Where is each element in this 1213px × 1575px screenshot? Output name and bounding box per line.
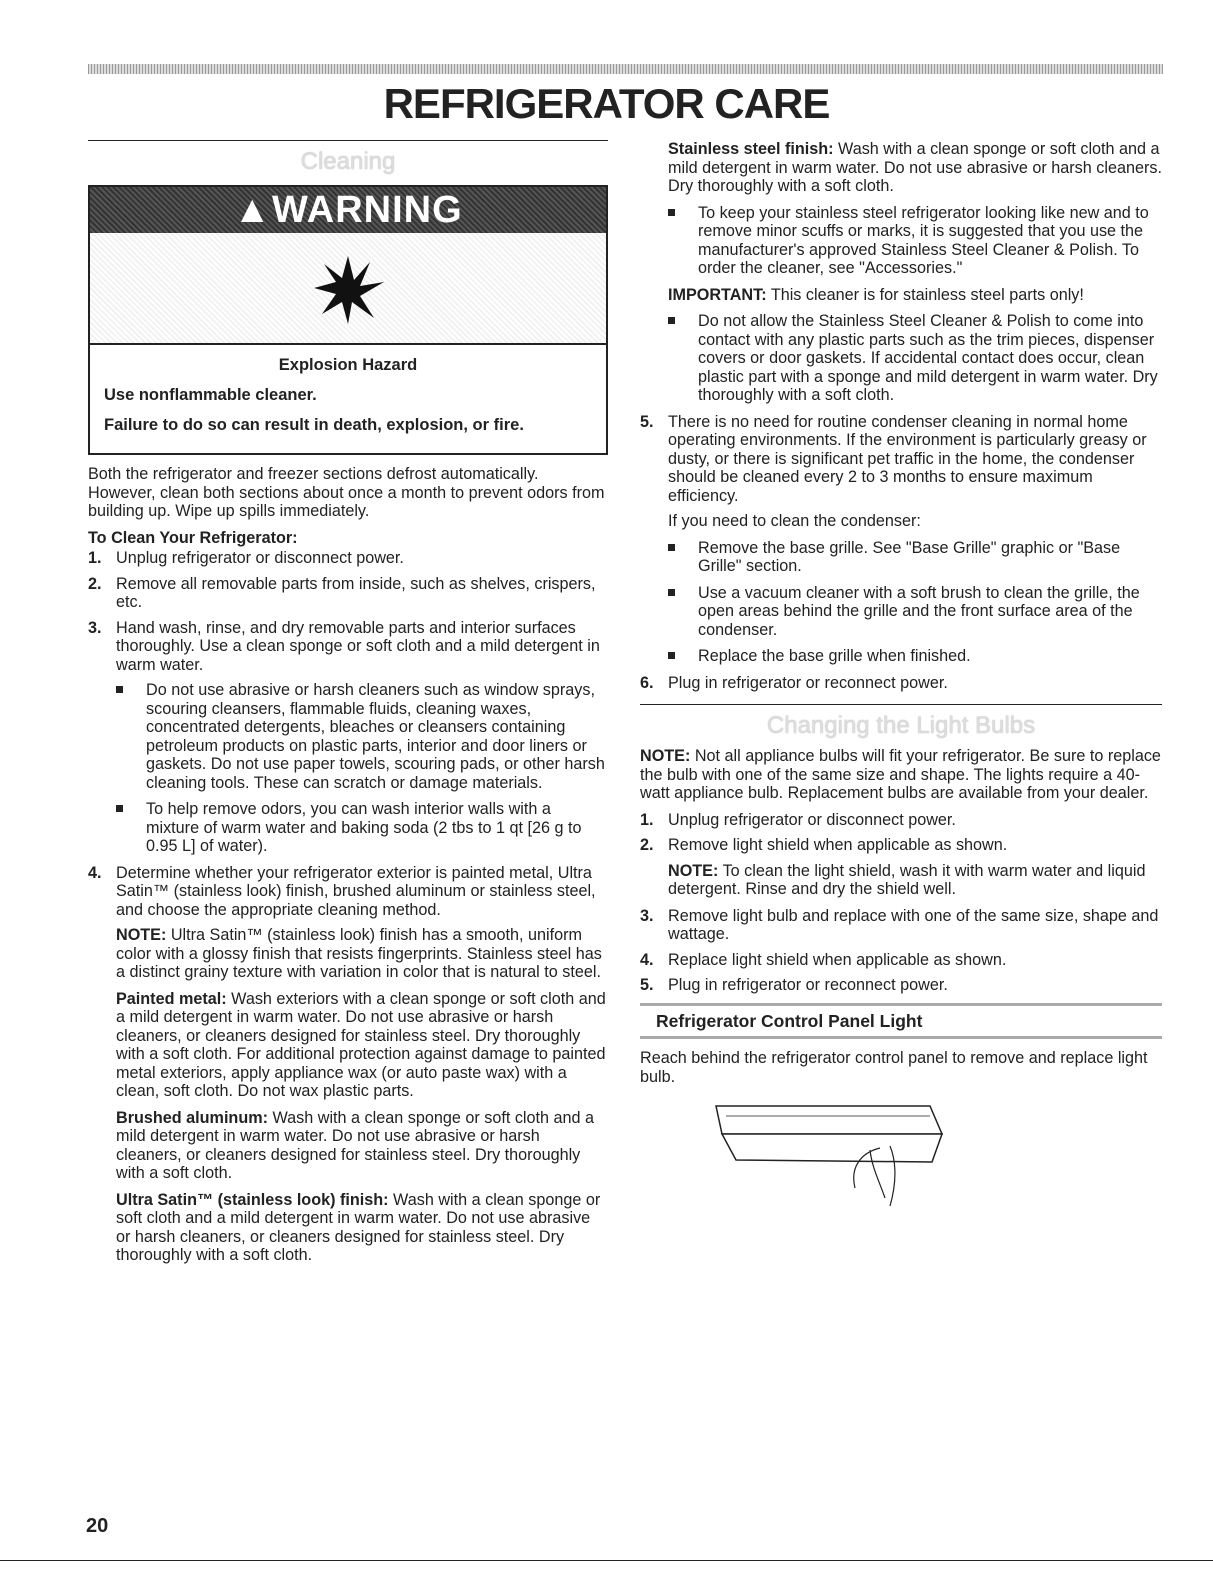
bulb-step-1: 1. Unplug refrigerator or disconnect power. xyxy=(640,810,956,829)
hazard-title: Explosion Hazard xyxy=(278,356,418,374)
bullet-icon xyxy=(668,589,675,596)
section-rule xyxy=(640,704,1162,705)
bullet-icon xyxy=(116,805,123,812)
page-number: 20 xyxy=(86,1515,109,1537)
bullet-icon xyxy=(668,652,675,659)
bulbs-note: NOTE: Not all appliance bulbs will fit your refrigerator. Be sure to replace the bulb with one of the same size and shape. The lights require a 40-watt appliance bulb. Replacement bulbs are available from your dealer. xyxy=(640,747,1161,802)
step-3-bullet-2: To help remove odors, you can wash interior walls with a mixture of warm water and baking soda (2 tbs to 1 qt [26 g to 0.95 L] of water). xyxy=(88,800,608,856)
step-3: 3. Hand wash, rinse, and dry removable parts and interior surfaces thoroughly. Use a clean sponge or soft cloth and a mild detergent in warm water. xyxy=(88,618,600,674)
page-title: REFRIGERATOR CARE xyxy=(383,80,830,127)
ultra-satin-paragraph: Ultra Satin™ (stainless look) finish: Wash with a clean sponge or soft cloth and a mild detergent in warm water. Do not use abrasive or harsh cleaners, or cleaners designed for stainless steel. Dry thoroughly with a soft cloth. xyxy=(116,1190,601,1264)
warning-box xyxy=(88,185,608,455)
step-3-bullet-1: Do not use abrasive or harsh cleaners such as window sprays, scouring cleansers, flammable fluids, cleaning waxes, concentrated detergents, bleaches or cleansers containing petroleum products on plastic parts, interior and door liners or gaskets. Do not use paper towels, scouring pads, or other harsh cleaning tools. These can scratch or damage materials. xyxy=(88,681,608,792)
explosion-icon-area xyxy=(90,233,606,345)
step-6: 6. Plug in refrigerator or reconnect power. xyxy=(640,673,948,692)
warning-label: WARNING xyxy=(271,189,463,231)
brushed-aluminum-paragraph: Brushed aluminum: Wash with a clean sponge or soft cloth and a mild detergent in warm water. Do not use abrasive or harsh cleaners, or cleaners designed for stainless steel. Dry thoroughly with a soft cloth. xyxy=(116,1108,595,1182)
condenser-intro: If you need to clean the condenser: xyxy=(668,512,921,530)
stainless-bullet: To keep your stainless steel refrigerator looking like new and to remove minor scuffs or marks, it is suggested that you use the manufacturer's approved Stainless Steel Cleaner & Polish. To order the cleaner, see "Accessories." xyxy=(640,204,1162,278)
bullet-icon xyxy=(116,686,123,693)
light-shield-illustration xyxy=(680,1098,1162,1223)
shield-note: NOTE: To clean the light shield, wash it with warm water and liquid detergent. Rinse and dry the shield well. xyxy=(668,861,1146,898)
warning-triangle-icon: ▲ xyxy=(233,189,272,231)
important-bullet: Do not allow the Stainless Steel Cleaner & Polish to come into contact with any plastic parts such as the trim pieces, dispenser covers or door gaskets. If accidental contact does occur, clean plastic part with a sponge and mild detergent in warm water. Dry thoroughly with a soft cloth. xyxy=(640,312,1162,405)
bulb-step-4: 4. Replace light shield when applicable as shown. xyxy=(640,950,1007,969)
light-shield-icon xyxy=(680,1098,980,1218)
light-bulbs-heading: Changing the Light Bulbs xyxy=(766,712,1036,739)
control-panel-light-heading: Refrigerator Control Panel Light xyxy=(640,1003,1162,1040)
top-decorative-bar xyxy=(88,64,1163,74)
stainless-paragraph: Stainless steel finish: Wash with a clean sponge or soft cloth and a mild detergent in warm water. Do not use abrasive or harsh cleaners. Dry thoroughly with a soft cloth. xyxy=(668,140,1162,195)
warning-line-2: Failure to do so can result in death, explosion, or fire. xyxy=(104,416,524,434)
finish-note: NOTE: Ultra Satin™ (stainless look) finish has a smooth, uniform color with a glossy finish that resists fingerprints. Stainless steel has a distinct grainy texture with variation in color that is natural to steel. xyxy=(116,926,602,981)
bullet-icon xyxy=(668,544,675,551)
condenser-bullet-2: Use a vacuum cleaner with a soft brush to clean the grille, the open areas behind the grille and the front surface area of the condenser. xyxy=(640,584,1162,640)
step-4: 4. Determine whether your refrigerator exterior is painted metal, Ultra Satin™ (stainless look) finish, brushed aluminum or stainless steel, and choose the appropriate cleaning method. xyxy=(88,863,596,919)
bulb-step-2: 2. Remove light shield when applicable as shown. xyxy=(640,836,1008,854)
bullet-icon xyxy=(668,317,675,324)
explosion-icon xyxy=(308,248,388,328)
left-column xyxy=(88,140,608,1273)
step-2: 2. Remove all removable parts from inside, such as shelves, crispers, etc. xyxy=(88,574,596,611)
step-1: 1. Unplug refrigerator or disconnect power. xyxy=(88,549,404,567)
condenser-bullet-1: Remove the base grille. See "Base Grille" graphic or "Base Grille" section. xyxy=(640,539,1162,576)
warning-banner xyxy=(90,187,606,233)
control-panel-text: Reach behind the refrigerator control panel to remove and replace light bulb. xyxy=(640,1049,1148,1086)
warning-line-1: Use nonflammable cleaner. xyxy=(104,386,317,404)
right-column xyxy=(640,140,1162,1223)
bullet-icon xyxy=(668,209,675,216)
cleaning-heading: Cleaning xyxy=(300,148,396,175)
bulb-step-3: 3. Remove light bulb and replace with one of the same size, shape and wattage. xyxy=(640,906,1159,943)
condenser-bullet-3: Replace the base grille when finished. xyxy=(640,647,1162,666)
section-rule xyxy=(88,140,608,141)
step-5: 5. There is no need for routine condenser cleaning in normal home operating environments. If the environment is particularly greasy or dusty, or there is significant pet traffic in the home, the condenser should be cleaned every 2 to 3 months to ensure maximum efficiency. xyxy=(640,412,1147,505)
painted-metal-paragraph: Painted metal: Wash exteriors with a clean sponge or soft cloth and a mild detergent in warm water. Do not use abrasive or harsh cleaners, or cleaners designed for stainless steel. Dry thoroughly with a soft cloth. For additional protection against damage to painted metal exteriors, apply appliance wax (or auto paste wax) with a clean, soft cloth. Do not wax plastic parts. xyxy=(116,989,606,1100)
important-paragraph: IMPORTANT: This cleaner is for stainless steel parts only! xyxy=(668,285,1084,304)
warning-text xyxy=(90,345,606,453)
subheading: To Clean Your Refrigerator: xyxy=(88,528,298,547)
intro-paragraph: Both the refrigerator and freezer sections defrost automatically. However, clean both sections about once a month to prevent odors from building up. Wipe up spills immediately. xyxy=(88,465,605,520)
bottom-rule xyxy=(0,1560,1213,1561)
bulb-step-5: 5. Plug in refrigerator or reconnect power. xyxy=(640,976,948,994)
